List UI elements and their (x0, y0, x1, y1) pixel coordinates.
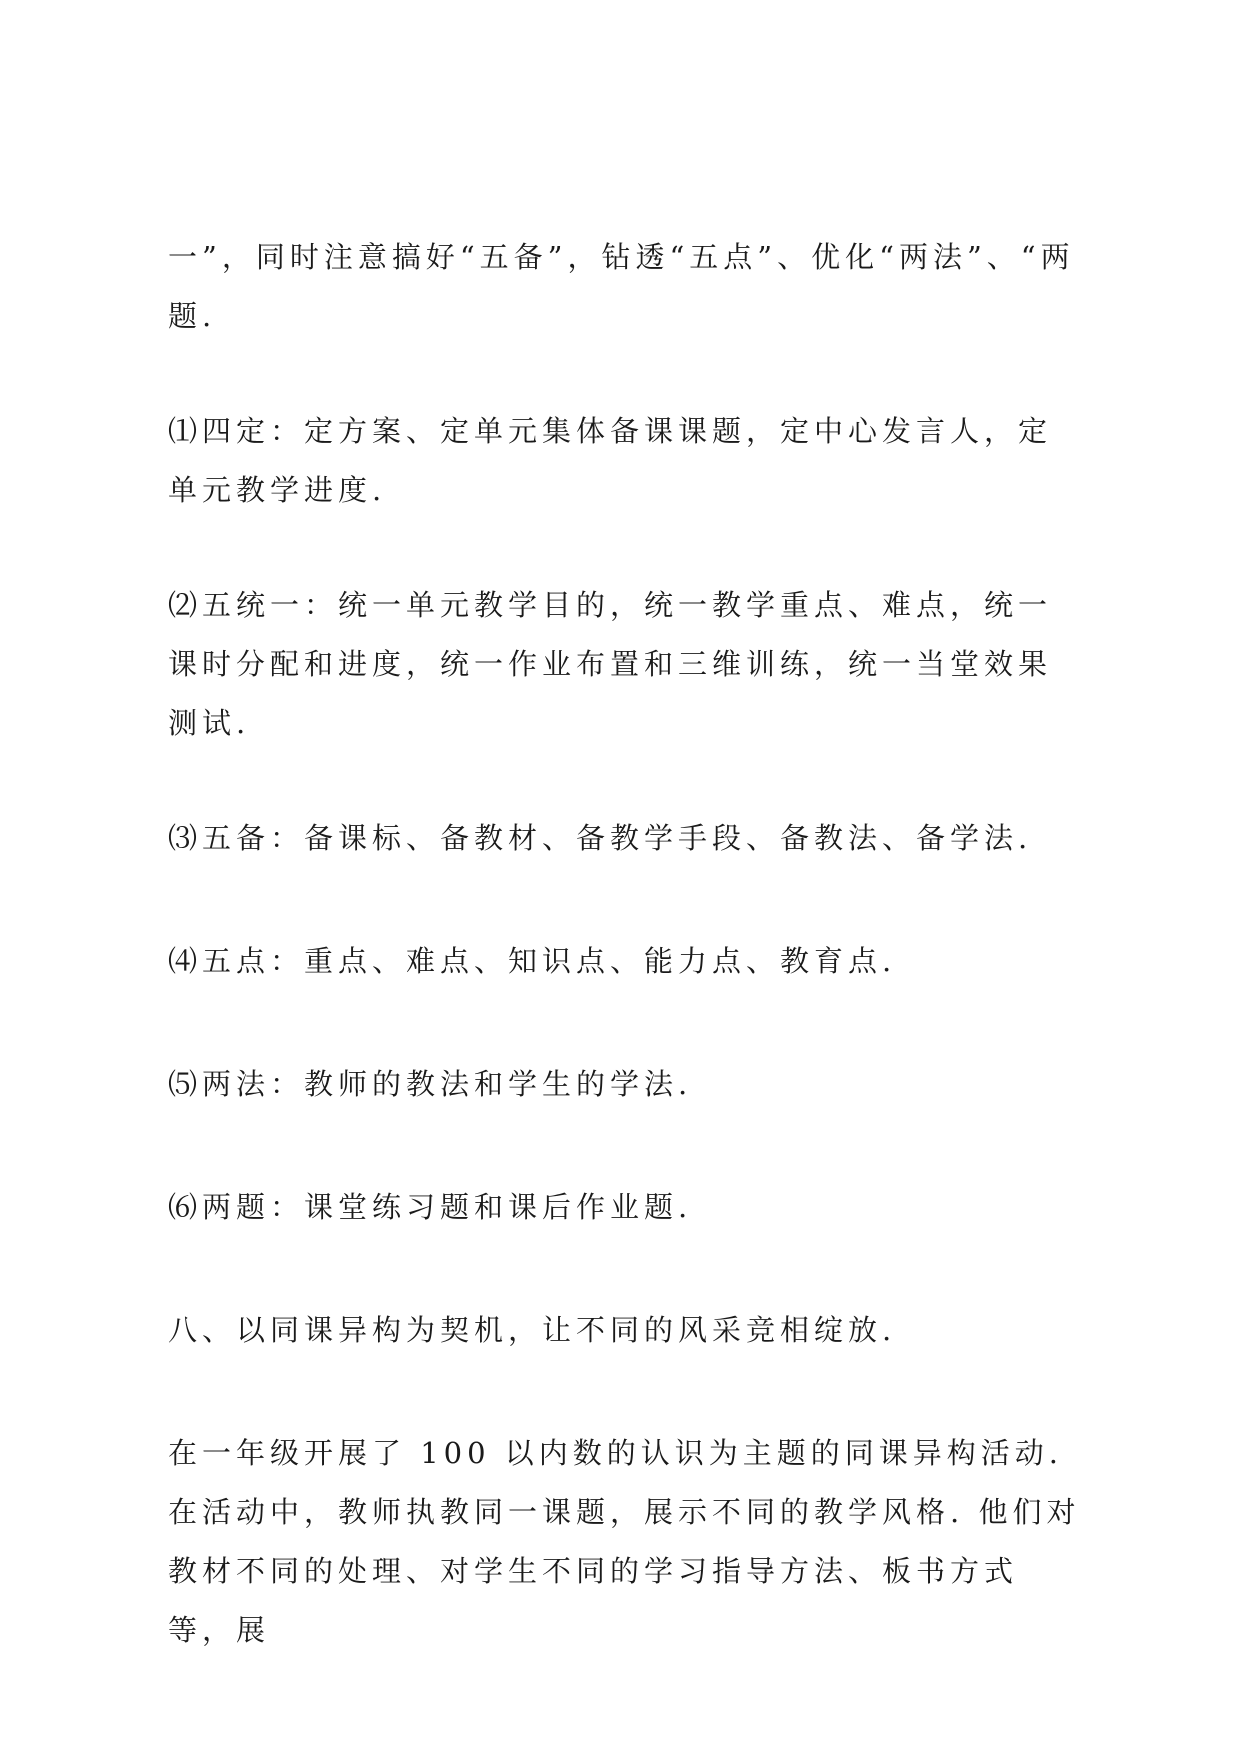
paragraph-section-8-body: 在一年级开展了 100 以内数的认识为主题的同课异构活动. 在活动中，教师执教同一课题，展示不同的教学风格. 他们对教材不同的处理、对学生不同的学习指导方法、板书方式等，展 (168, 1436, 1081, 1647)
document-body (168, 228, 1084, 1716)
section-heading-8: 八、以同课异构为契机，让不同的风采竞相绽放. (168, 1313, 897, 1347)
paragraph-item-6: ⑹两题：课堂练习题和课后作业题. (168, 1190, 693, 1224)
paragraph-item-2: ⑵五统一：统一单元教学目的，统一教学重点、难点，统一课时分配和进度，统一作业布置和三维训练，统一当堂效果测试. (168, 588, 1053, 740)
paragraph-item-3: ⑶五备：备课标、备教材、备教学手段、备教法、备学法. (168, 821, 1033, 855)
paragraph-intro: 一”，同时注意搞好“五备”，钻透“五点”、优化“两法”、“两题. (168, 240, 1075, 333)
paragraph-item-4: ⑷五点：重点、难点、知识点、能力点、教育点. (168, 944, 897, 978)
paragraph-item-5: ⑸两法：教师的教法和学生的学法. (168, 1067, 693, 1101)
paragraph-item-1: ⑴四定：定方案、定单元集体备课课题，定中心发言人，定单元教学进度. (168, 414, 1053, 507)
